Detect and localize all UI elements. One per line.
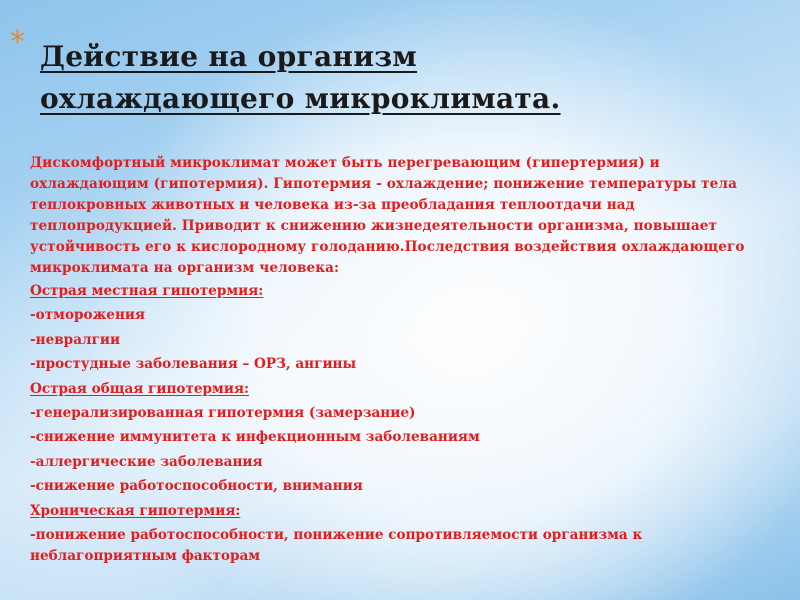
slide-title xyxy=(40,36,760,120)
list-item: -простудные заболевания – ОРЗ, ангины xyxy=(30,356,357,373)
section-heading-general-hypothermia: Острая общая гипотермия: xyxy=(30,380,250,397)
title-line-1: Действие на организм xyxy=(40,40,418,73)
list-item: -генерализированная гипотермия (замерзание) xyxy=(30,404,416,421)
list-item: -отморожения xyxy=(30,307,146,324)
list-item: -аллергические заболевания xyxy=(30,453,263,470)
list-item: -снижение работоспособности, внимания xyxy=(30,478,363,495)
section-heading-local-hypothermia: Острая местная гипотермия: xyxy=(30,283,264,299)
list-item: -невралгии xyxy=(30,331,121,348)
intro-paragraph: Дискомфортный микроклимат может быть перегревающим (гипертермия) и охлаждающим (гипотермия). Гипотермия - охлаждение; понижение температуры тела теплокровных животных и человека из-за преобладания теплоотдачи над теплопродукцией. Приводит к снижению жизнедеятельности организма, повышает устойчивость его к кислородному голоданию.Последствия воздействия охлаждающего микроклимата на организм человека: xyxy=(30,155,745,276)
list-item: -снижение иммунитета к инфекционным заболеваниям xyxy=(30,429,480,446)
slide-content xyxy=(30,153,778,567)
list-item: -понижение работоспособности, понижение сопротивляемости организма к неблагоприятным факторам xyxy=(30,526,643,564)
asterisk-icon: * xyxy=(10,25,25,60)
title-line-2: охлаждающего микроклимата. xyxy=(40,82,561,115)
section-heading-chronic-hypothermia: Хроническая гипотермия: xyxy=(30,502,241,519)
